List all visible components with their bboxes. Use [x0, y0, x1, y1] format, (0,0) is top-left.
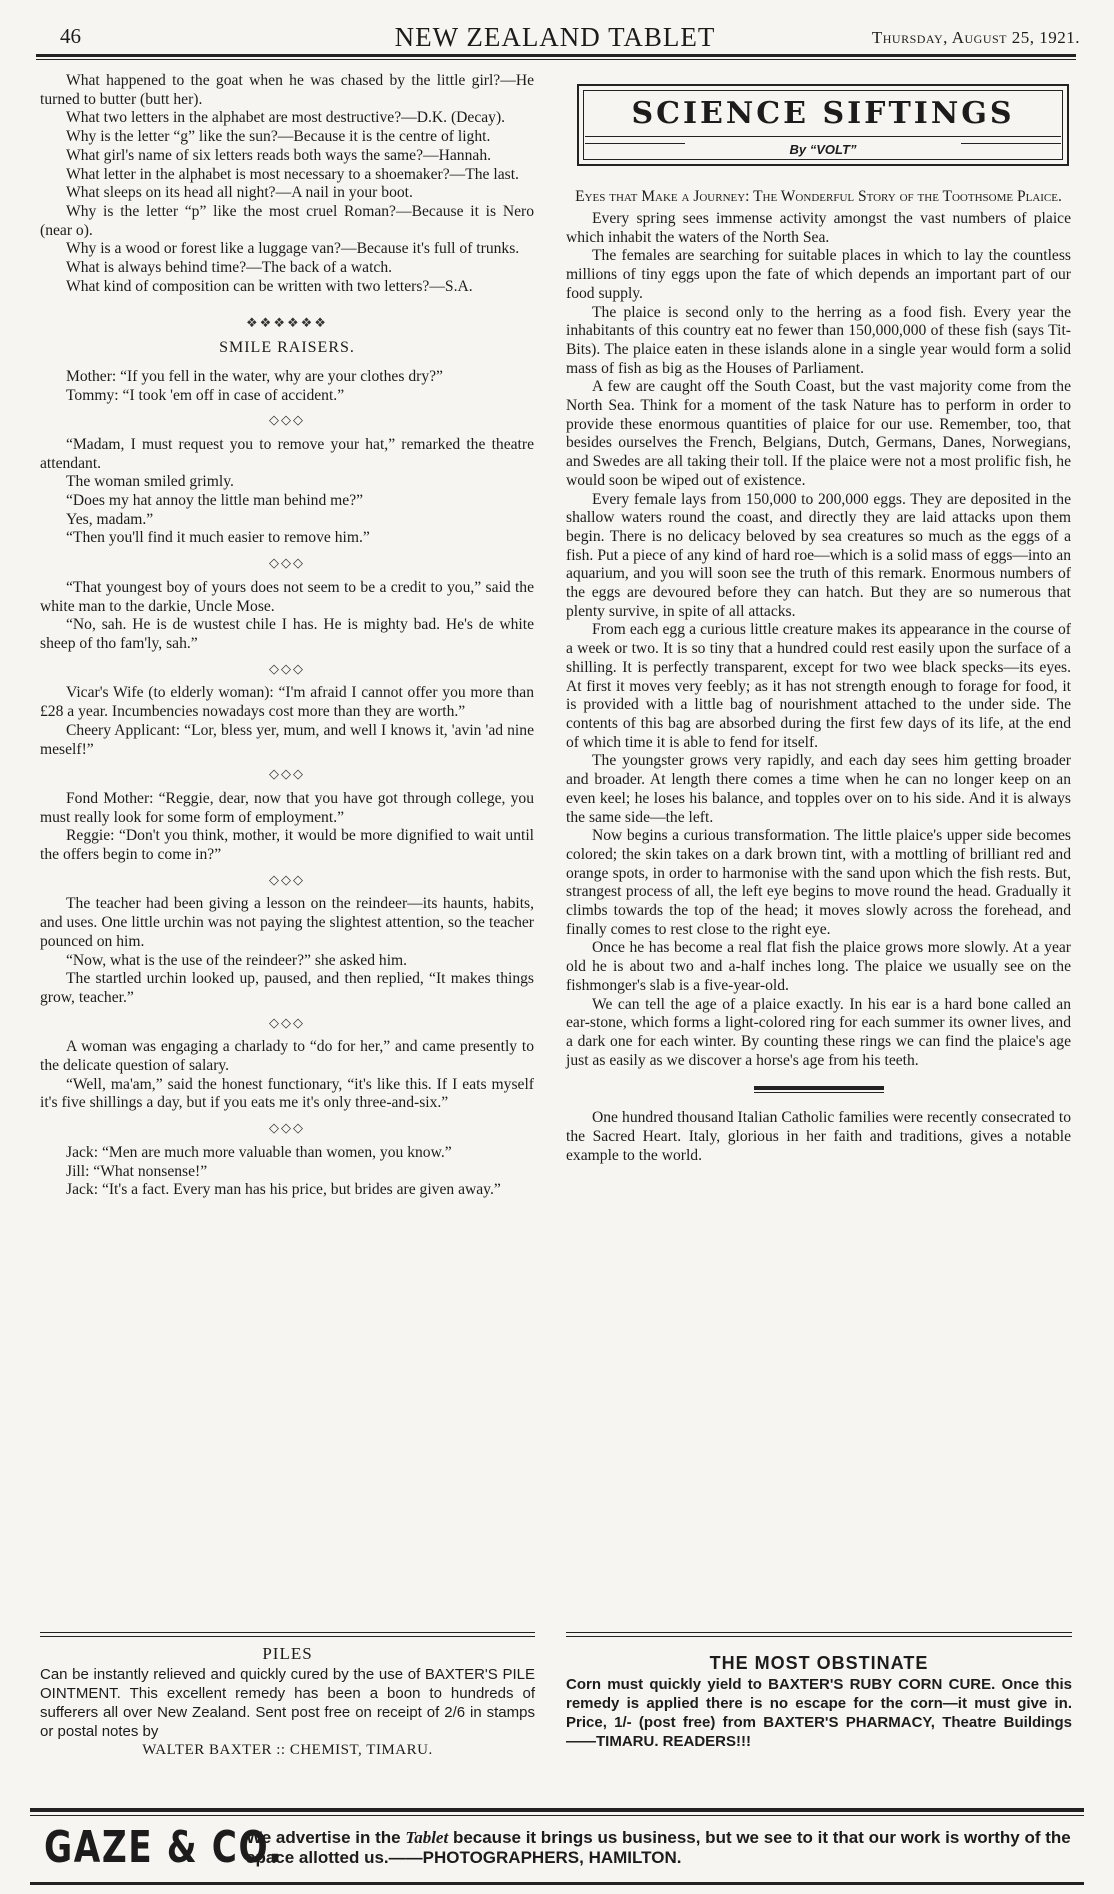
- news-note: One hundred thousand Italian Catholic families were recently consecrated to the Sacred Heart. Italy, glorious in her faith and traditions, gives a notable example to the world.: [566, 1109, 1071, 1164]
- riddle: What is always behind time?—The back of a watch.: [66, 259, 393, 277]
- footer-text-italic: Tablet: [405, 1828, 449, 1847]
- right-column: [566, 188, 1071, 1165]
- jokes-section: [40, 368, 534, 1200]
- footer-rule-thin: [30, 1815, 1084, 1816]
- joke-separator: ◇◇◇: [269, 766, 305, 782]
- ad-right-rule: [566, 1632, 1072, 1633]
- joke-separator: ◇◇◇: [269, 1014, 305, 1030]
- joke-line: “Now, what is the use of the reindeer?” she asked him.: [66, 951, 408, 969]
- header-rule: [36, 54, 1076, 57]
- joke-line: The teacher had been giving a lesson on the reindeer—its haunts, habits, and uses. One little urchin was not paying the slightest attention, so the teacher pounced on him.: [40, 895, 534, 950]
- joke-line: Fond Mother: “Reggie, dear, now that you have got through college, you must really look for some form of employment.”: [40, 789, 534, 826]
- joke-line: Jack: “It's a fact. Every man has his price, but brides are given away.”: [66, 1181, 501, 1199]
- riddle: Why is the letter “p” like the most cruel Roman?—Because it is Nero (near o).: [40, 202, 534, 239]
- joke-line: “Then you'll find it much easier to remove him.”: [66, 529, 370, 547]
- joke-line: “No, sah. He is de wustest chile I has. He is mighty bad. He's de white sheep of tho fam'ly, sah.”: [40, 616, 534, 652]
- joke-line: Jill: “What nonsense!”: [66, 1162, 208, 1180]
- joke-separator: ◇◇◇: [269, 871, 305, 887]
- riddle: Why is the letter “g” like the sun?—Because it is the centre of light.: [66, 128, 491, 146]
- ad-title: PILES: [262, 1644, 313, 1663]
- footer-brand: GAZE & CO.: [44, 1822, 284, 1873]
- joke-separator: ◇◇◇: [269, 555, 305, 571]
- banner-title: SCIENCE SIFTINGS: [631, 96, 1015, 131]
- footer-text-after: because it brings us business, but we see to it that our work is worthy of the space allotted us.——PHOTOGRAPHERS, HAMILTON.: [246, 1828, 1071, 1867]
- joke-line: Tommy: “I took 'em off in case of accident.”: [66, 386, 345, 404]
- banner-byline-rule: [585, 136, 1061, 162]
- science-article-body: [566, 210, 1071, 1070]
- article-paragraph: A few are caught off the South Coast, but the vast majority come from the North Sea. Think for a moment of the task Nature has to perform in order to provide these enormous quantities of plaice for our use. Remember, too, that besides ourselves the French, Belgians, Dutch, Germans, Danes, Norwegians, and Swedes are all taking their toll. If the plaice were not a most prolific fish, he would soon be wiped out of existence.: [566, 378, 1071, 489]
- ad-left-rule: [40, 1632, 535, 1633]
- riddle: What kind of composition can be written with two letters?—S.A.: [66, 277, 473, 295]
- article-title: Eyes that Make a Journey: The Wonderful Story of the Toothsome Plaice.: [575, 188, 1062, 205]
- header-rule-thin: [36, 59, 1076, 60]
- joke-line: The startled urchin looked up, paused, and then replied, “It makes things grow, teacher.”: [40, 970, 534, 1006]
- riddle: Why is a wood or forest like a luggage van?—Because it's full of trunks.: [66, 240, 520, 258]
- joke-line: Vicar's Wife (to elderly woman): “I'm afraid I cannot offer you more than £28 a year. Incumbencies nowadays cost more than they are worth.”: [40, 684, 534, 721]
- ad-signoff: WALTER BAXTER :: CHEMIST, TIMARU.: [142, 1742, 433, 1758]
- science-siftings-banner: [577, 84, 1069, 166]
- article-paragraph: Every spring sees immense activity amongst the vast numbers of plaice which inhabit the waters of the North Sea.: [566, 210, 1071, 246]
- ad-left-rule-2: [40, 1636, 535, 1637]
- joke-separator: ◇◇◇: [269, 1120, 305, 1136]
- joke-line: Reggie: “Don't you think, mother, it would be more dignified to wait until the offers begin to come in?”: [40, 827, 534, 864]
- ad-body: Can be instantly relieved and quickly cured by the use of BAXTER'S PILE OINTMENT. This excellent remedy has been a boon to hundreds of sufferers all over New Zealand. Sent post free on receipt of 2/6 in stamps or postal notes by: [40, 1666, 535, 1740]
- riddles-section: [40, 72, 534, 296]
- riddle: What happened to the goat when he was chased by the little girl?—He turned to butter (butt her).: [40, 72, 534, 108]
- riddle: What letter in the alphabet is most necessary to a shoemaker?—The last.: [66, 165, 519, 183]
- ad-body: Corn must quickly yield to BAXTER'S RUBY CORN CURE. Once this remedy is applied there is no escape for the corn—it must give in. Price, 1/- (post free) from BAXTER'S PHARMACY, Theatre Buildings——TIMARU. READERS!!!: [566, 1676, 1072, 1750]
- article-paragraph: Every female lays from 150,000 to 200,000 eggs. They are deposited in the shallow waters round the coast, and directly they are laid attacks upon them begin. There is no delicacy beloved by sea creatures so much as the eggs of a fish. Put a piece of any kind of hard roe—which is a solid mass of eggs—into an aquarium, and you will soon see the truth of this remark. Enormous numbers of the eggs are devoured before they can hatch. But they are so numerous that plenty survive, in spite of all attacks.: [566, 490, 1071, 620]
- joke-line: “Madam, I must request you to remove your hat,” remarked the theatre attendant.: [40, 435, 534, 472]
- section-ornament: ❖❖❖❖❖❖: [246, 315, 328, 331]
- footer-bottom-rule: [30, 1882, 1084, 1885]
- footer-rule: [30, 1808, 1084, 1812]
- article-paragraph: From each egg a curious little creature makes its appearance in the course of a week or two. It is so tiny that a hundred could rest easily upon the surface of a shilling. It is perfectly transparent, except for two wee black specks—its eyes. At first it moves very feebly; as it has not strength enough to forage for food, it is provided with a little bag of nourishment attached to the under side. The contents of this bag are absorbed during the first few days of its life, at the end of which time it is able to fend for itself.: [566, 621, 1071, 751]
- issue-date: Thursday, August 25, 1921.: [871, 28, 1080, 47]
- masthead: [30, 22, 1080, 56]
- joke-line: “That youngest boy of yours does not seem to be a credit to you,” said the white man to the darkie, Uncle Mose.: [40, 578, 534, 615]
- byline: By “VOLT”: [789, 142, 857, 157]
- joke-separator: ◇◇◇: [269, 412, 305, 428]
- article-paragraph: We can tell the age of a plaice exactly. In his ear is a hard bone called an ear-stone, which forms a light-colored ring for each summer its owner lives, and a dark one for each winter. By counting these rings we can find the plaice's age just as easily as we discover a horse's age from his teeth.: [566, 995, 1071, 1069]
- joke-line: Jack: “Men are much more valuable than women, you know.”: [66, 1143, 452, 1161]
- article-separator: [754, 1086, 884, 1093]
- joke-line: Mother: “If you fell in the water, why are your clothes dry?”: [66, 367, 443, 385]
- piles-advertisement: [40, 1644, 535, 1760]
- article-paragraph: The youngster grows very rapidly, and each day sees him getting broader and broader. At length there comes a time when he can no longer keep on an even keel; he loses his balance, and topples over on to his side. And it is always the same side—the left.: [566, 752, 1071, 826]
- joke-line: “Does my hat annoy the little man behind me?”: [66, 492, 364, 510]
- footer-text: [246, 1828, 1076, 1868]
- joke-line: Cheery Applicant: “Lor, bless yer, mum, and well I knows it, 'avin 'ad nine meself!”: [40, 721, 534, 758]
- left-column: [40, 72, 534, 1200]
- corn-cure-advertisement: [566, 1654, 1072, 1751]
- joke-separator: ◇◇◇: [269, 660, 305, 676]
- article-paragraph: Now begins a curious transformation. The little plaice's upper side becomes colored; the skin takes on a dark brown tint, with a mottling of brilliant red and orange spots, in order to harmonise with the sand upon which the fish rests. But, strangest process of all, the left eye begins to move round the head. Gradually it climbs towards the top of the head; it moves slowly across the forehead, and finally comes to rest close to the right eye.: [566, 827, 1071, 938]
- riddle: What sleeps on its head all night?—A nail in your boot.: [66, 184, 413, 202]
- ad-title: THE MOST OBSTINATE: [709, 1653, 929, 1673]
- article-paragraph: The plaice is second only to the herring as a food fish. Every year the inhabitants of this country eat no fewer than 150,000,000 of these fish (says Tit-Bits). The plaice eaten in these islands alone in a single year would form a solid mass of fish as big as the Houses of Parliament.: [566, 303, 1071, 377]
- riddle: What girl's name of six letters reads both ways the same?—Hannah.: [66, 146, 492, 164]
- newspaper-title: NEW ZEALAND TABLET: [394, 22, 716, 52]
- riddle: What two letters in the alphabet are most destructive?—D.K. (Decay).: [66, 109, 506, 127]
- joke-line: A woman was engaging a charlady to “do for her,” and came presently to the delicate question of salary.: [40, 1038, 534, 1075]
- section-title: SMILE RAISERS.: [219, 339, 355, 357]
- joke-line: “Well, ma'am,” said the honest functionary, “it's like this. If I eats myself it's five shillings a day, but if you eats me it's only three-and-six.”: [40, 1075, 534, 1112]
- footer-text-before: We advertise in the: [246, 1828, 401, 1847]
- joke-line: The woman smiled grimly.: [66, 473, 234, 491]
- ad-right-rule-2: [566, 1636, 1072, 1637]
- page-number: 46: [60, 24, 81, 48]
- gaze-footer-advertisement: [30, 1808, 1084, 1888]
- article-paragraph: The females are searching for suitable places in which to lay the countless millions of tiny eggs upon the fate of which depends an important part of our food supply.: [566, 247, 1071, 302]
- joke-line: Yes, madam.”: [66, 510, 154, 528]
- article-paragraph: Once he has become a real flat fish the plaice grows more slowly. At a year old he is about two and a-half inches long. The plaice we usually see on the fishmonger's slab is a five-year-old.: [566, 939, 1071, 994]
